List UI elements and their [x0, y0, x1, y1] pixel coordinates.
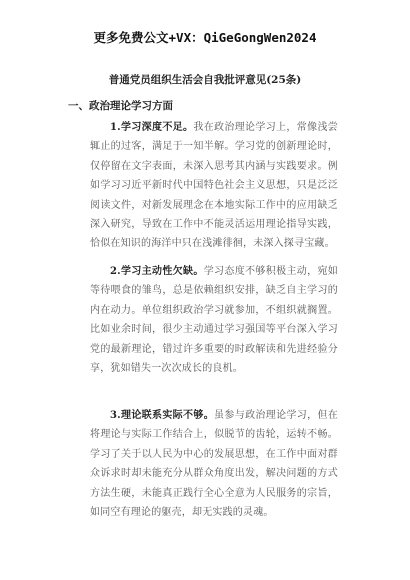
document-title: 普通党员组织生活会自我批评意见(25条): [108, 74, 302, 86]
paragraph-body: 虽参与政治理论学习，但在将理论与实际工作结合上，似脱节的齿轮，运转不畅。学习了关于以人民为中心的发展思想，在工作中面对群众诉求时却未能充分从群众角度出发，解决问题的方式方法生硬，未能真正践行全心全意为人民服务的宗旨，如同空有理论的躯壳，却无实践的灵魂。: [90, 410, 338, 519]
paragraph-body: 我在政治理论学习上，常像浅尝辄止的过客，满足于一知半解。学习党的创新理论时，仅停留在文字表面，未深入思考其内涵与实践要求。例如学习习近平新时代中国特色社会主义思想，只是泛泛阅读文件，对新发展理念在本地实际工作中的应用缺乏深入研究，导致在工作中不能灵活运用理论指导实践，恰似在知识的海洋中只在浅滩徘徊，未深入探寻宝藏。: [90, 122, 338, 250]
paragraph-theory-practice: [90, 406, 338, 522]
paragraph-body: 学习态度不够积极主动，宛如等待喂食的雏鸟，总是依赖组织安排，缺乏自主学习的内在动力。单位组织政治学习就参加，不组织就搁置。比如业余时间，很少主动通过学习强国等平台深入学习党的最新理论，错过许多重要的时政解读和先进经验分享，犹如错失一次次成长的良机。: [90, 266, 338, 375]
paragraph-lead: 1.学习深度不足。: [110, 122, 194, 133]
section-heading: 一、政治理论学习方面: [68, 100, 173, 112]
paragraph-study-depth: [90, 118, 338, 254]
paragraph-lead: 2.学习主动性欠缺。: [110, 266, 204, 277]
watermark-header: 更多免费公文+VX：QiGeGongWen2024: [93, 30, 317, 45]
paragraph-lead: 3.理论联系实际不够。: [110, 410, 215, 421]
paragraph-study-initiative: [90, 262, 338, 378]
